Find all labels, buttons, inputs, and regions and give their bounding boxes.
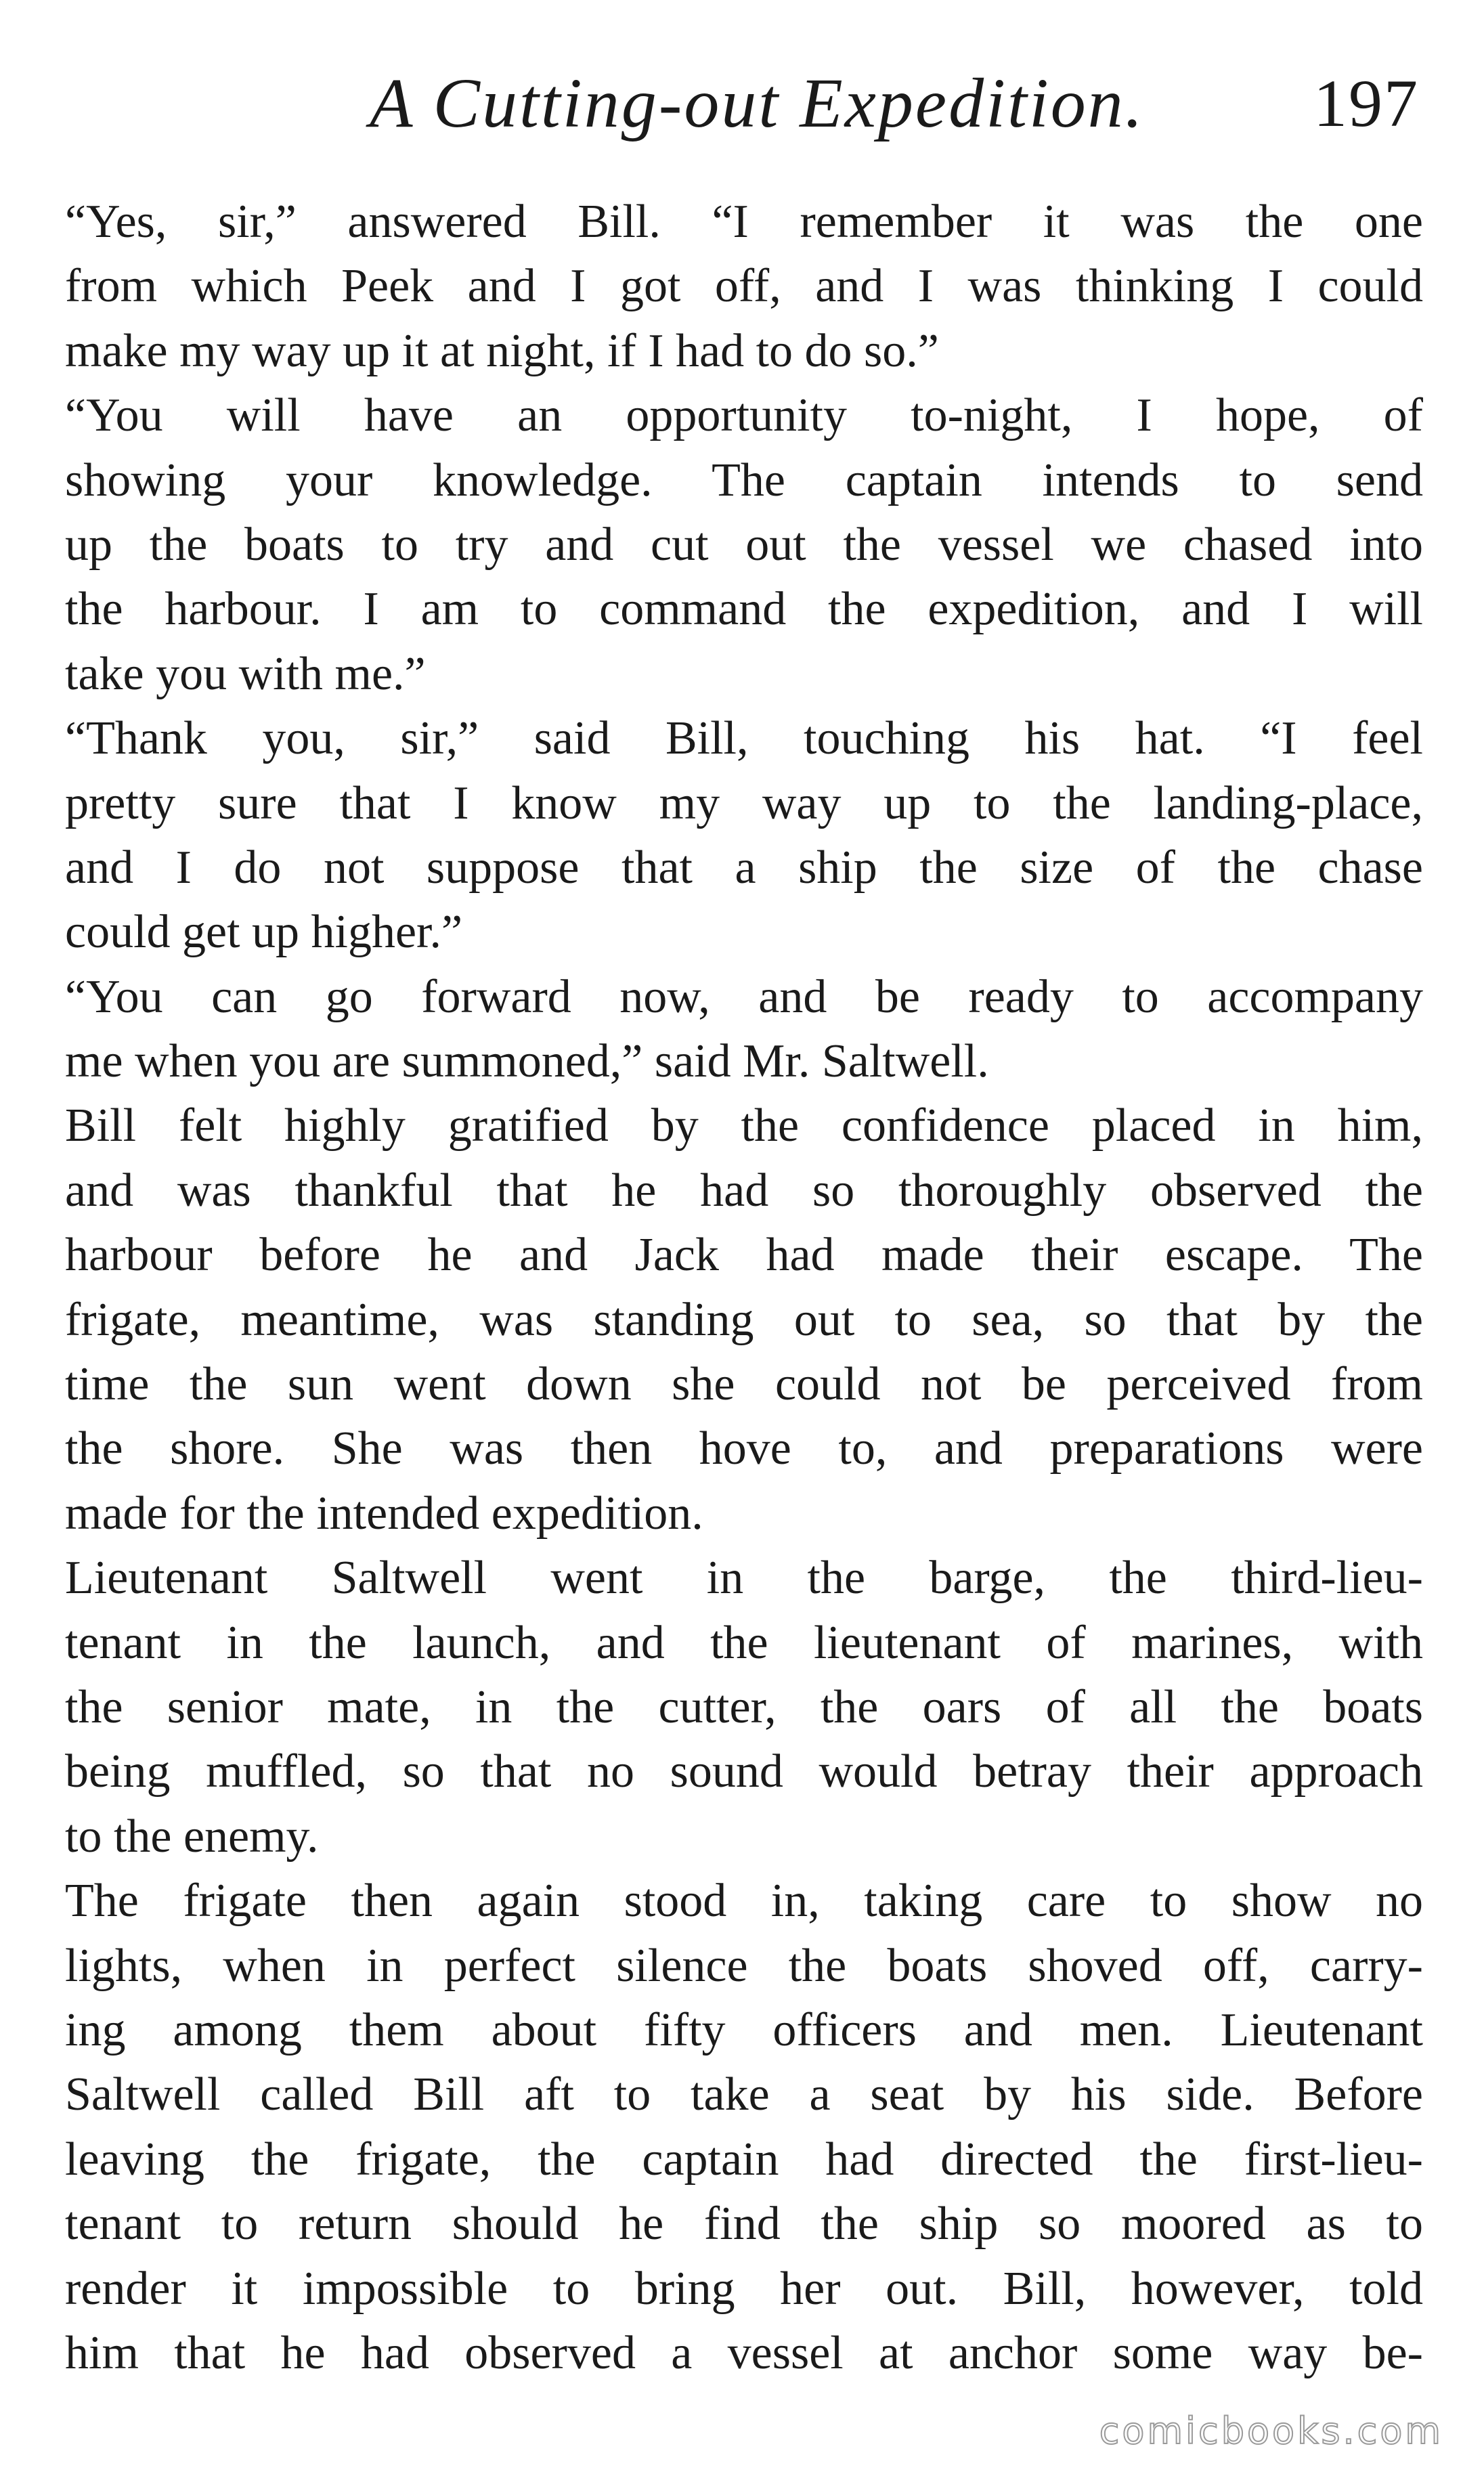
text-line: frigate, meantime, was standing out to sea, so that by the	[65, 1293, 1423, 1346]
text-line: me when you are summoned,” said Mr. Saltwell.	[65, 1035, 989, 1088]
text-line: the harbour. I am to command the expedition, and I will	[65, 583, 1423, 636]
text-line: harbour before he and Jack had made their escape. The	[65, 1229, 1423, 1282]
text-line: The frigate then again stood in, taking care to show no	[65, 1875, 1423, 1928]
text-line: the shore. She was then hove to, and preparations were	[65, 1422, 1423, 1475]
text-line: leaving the frigate, the captain had directed the first-lieu-	[65, 2133, 1423, 2186]
text-line: and I do not suppose that a ship the size of the chase	[65, 841, 1423, 894]
text-line: pretty sure that I know my way up to the landing-place,	[65, 777, 1423, 829]
running-head	[65, 53, 1426, 154]
text-line: “Yes, sir,” answered Bill. “I remember it was the one	[65, 196, 1423, 248]
watermark: comicbooks.com	[1099, 2410, 1443, 2452]
text-line: render it impossible to bring her out. Bill, however, told	[65, 2262, 1423, 2315]
text-line: showing your knowledge. The captain intends to send	[65, 454, 1423, 506]
page-number: 197	[1313, 66, 1419, 141]
text-line: Bill felt highly gratified by the confidence placed in him,	[65, 1100, 1423, 1152]
text-line: from which Peek and I got off, and I was thinking I could	[65, 260, 1423, 313]
text-line: make my way up it at night, if I had to do so.”	[65, 324, 939, 377]
text-line: Lieutenant Saltwell went in the barge, the third-lieu-	[65, 1552, 1423, 1605]
text-line: him that he had observed a vessel at anchor some way be-	[65, 2326, 1423, 2379]
text-line: Saltwell called Bill aft to take a seat by his side. Before	[65, 2068, 1423, 2121]
text-line: could get up higher.”	[65, 906, 463, 959]
text-line: made for the intended expedition.	[65, 1487, 703, 1540]
body-text	[65, 190, 1423, 2385]
text-line: to the enemy.	[65, 1810, 319, 1863]
text-line: take you with me.”	[65, 647, 426, 700]
text-line: tenant to return should he find the ship so moored as to	[65, 2198, 1423, 2251]
text-line: up the boats to try and cut out the vessel we chased into	[65, 518, 1423, 571]
text-line: being muffled, so that no sound would betray their approach	[65, 1745, 1423, 1798]
text-line: the senior mate, in the cutter, the oars of all the boats	[65, 1680, 1423, 1733]
text-line: “You will have an opportunity to-night, I hope, of	[65, 389, 1423, 442]
text-line: time the sun went down she could not be perceived from	[65, 1358, 1423, 1411]
text-line: “You can go forward now, and be ready to accompany	[65, 970, 1423, 1023]
text-line: lights, when in perfect silence the boats shoved off, carry-	[65, 1939, 1423, 1992]
text-line: ing among them about fifty officers and men. Lieutenant	[65, 2003, 1423, 2056]
text-line: “Thank you, sir,” said Bill, touching his hat. “I feel	[65, 712, 1423, 765]
running-title: A Cutting-out Expedition.	[370, 64, 1145, 142]
text-line: and was thankful that he had so thoroughly observed the	[65, 1164, 1423, 1217]
text-line: tenant in the launch, and the lieutenant of marines, with	[65, 1616, 1423, 1669]
